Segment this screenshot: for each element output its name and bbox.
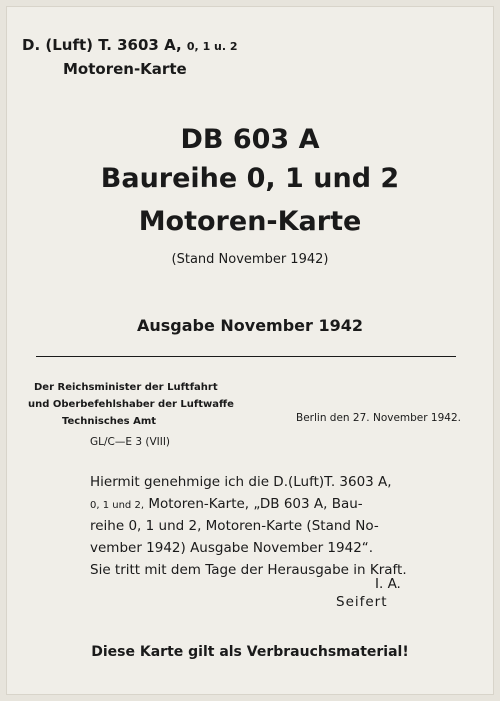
document-type: Motoren-Karte (63, 60, 187, 78)
authority-line-1: Der Reichsminister der Luftfahrt (34, 382, 218, 393)
document-number (22, 36, 238, 54)
approval-line-4: vember 1942) Ausgabe November 1942“. (90, 540, 374, 556)
approval-line-2 (90, 496, 363, 512)
authority-line-2: und Oberbefehlshaber der Luftwaffe (28, 399, 234, 410)
signature-name: Seifert (336, 594, 388, 610)
place-date: Berlin den 27. November 1942. (296, 412, 461, 424)
series-title: Baureihe 0, 1 und 2 (100, 163, 400, 194)
document-number-main: D. (Luft) T. 3603 A, (22, 36, 182, 54)
approval-line-5: Sie tritt mit dem Tage der Herausgabe in Kraft. (90, 562, 407, 578)
approval-series: 0, 1 und 2, (90, 500, 145, 511)
consumable-notice: Diese Karte gilt als Verbrauchsmaterial! (91, 644, 409, 660)
status-date: (Stand November 1942) (171, 252, 329, 267)
card-title: Motoren-Karte (138, 206, 362, 237)
engine-title: DB 603 A (180, 124, 320, 155)
document-number-series: 0, 1 u. 2 (186, 40, 238, 53)
document-page (6, 6, 494, 695)
edition: Ausgabe November 1942 (136, 316, 364, 335)
divider (36, 356, 456, 357)
reference-number: GL/C—E 3 (VIII) (90, 436, 171, 448)
approval-line-3: reihe 0, 1 und 2, Motoren-Karte (Stand No- (90, 518, 379, 534)
signature-prefix: I. A. (375, 576, 401, 592)
authority-line-3: Technisches Amt (62, 416, 157, 427)
approval-line-2-text: Motoren-Karte, „DB 603 A, Bau- (148, 496, 363, 512)
approval-line-1: Hiermit genehmige ich die D.(Luft)T. 3603 A, (90, 474, 392, 490)
